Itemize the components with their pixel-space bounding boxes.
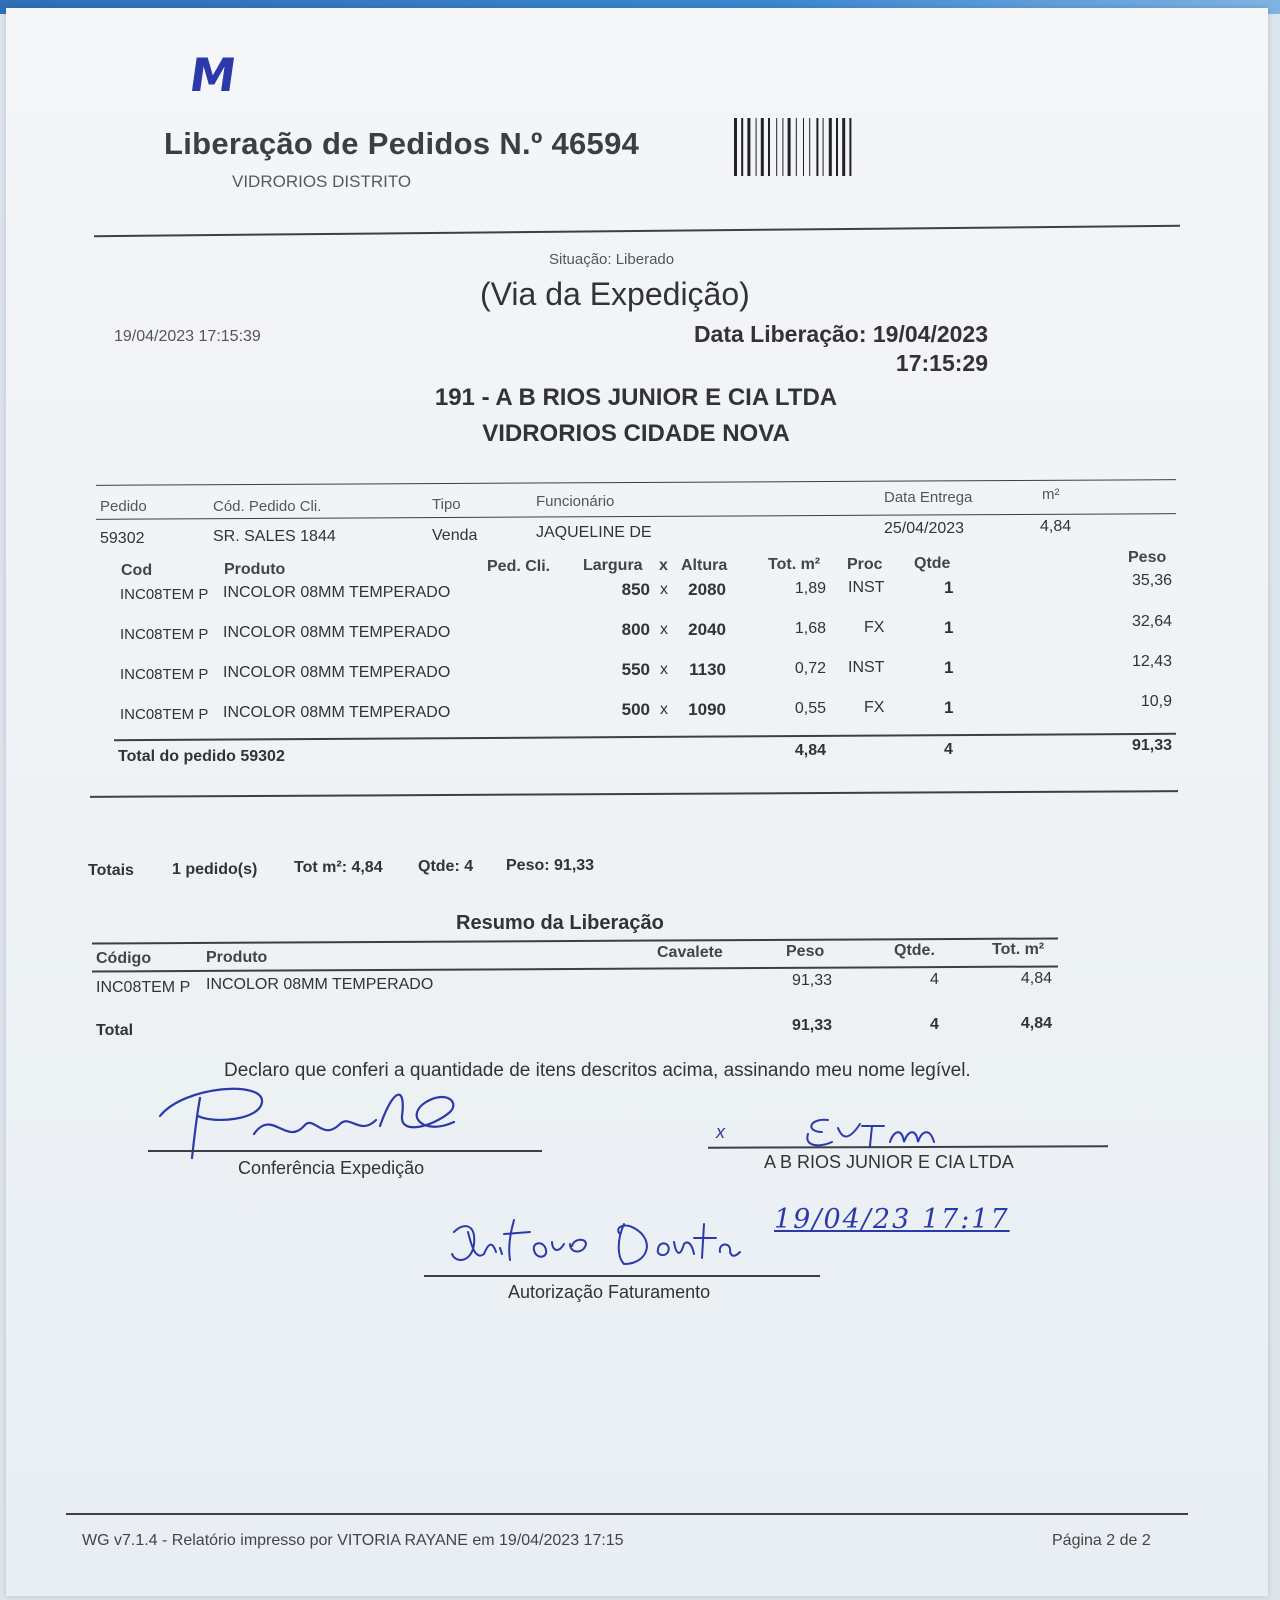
summary-qtde: 4 <box>930 971 939 988</box>
item-tot-m2: 1,89 <box>794 580 826 597</box>
summary-col-cavalete: Cavalete <box>657 944 723 961</box>
divider <box>114 733 1176 741</box>
status-text: Situação: Liberado <box>549 251 675 268</box>
item-produto: INCOLOR 08MM TEMPERADO <box>223 584 451 601</box>
col-data-entrega: Data Entrega <box>884 489 973 506</box>
item-cod: INC08TEM P <box>120 706 209 723</box>
item-proc: FX <box>864 699 885 716</box>
totals-qtde: Qtde: 4 <box>418 858 474 875</box>
totals-label: Totais <box>88 862 134 879</box>
signature-x-mark: x <box>716 1122 725 1142</box>
summary-total-tot-m2: 4,84 <box>1020 1015 1052 1032</box>
col-x: x <box>659 557 668 574</box>
handwritten-mark: M <box>186 48 240 102</box>
release-date <box>618 320 988 378</box>
summary-col-produto: Produto <box>206 949 268 966</box>
item-produto: INCOLOR 08MM TEMPERADO <box>223 664 451 681</box>
document-page <box>6 8 1268 1596</box>
item-peso: 10,9 <box>1140 693 1172 710</box>
col-peso: Peso <box>1128 549 1167 566</box>
col-funcionario: Funcionário <box>536 493 615 510</box>
summary-col-peso: Peso <box>786 943 825 960</box>
item-tot-m2: 0,72 <box>794 660 826 677</box>
item-x: x <box>660 701 668 718</box>
copy-type: (Via da Expedição) <box>480 276 750 312</box>
summary-title: Resumo da Liberação <box>456 912 664 934</box>
order-data-entrega: 25/04/2023 <box>884 520 965 537</box>
item-altura: 1090 <box>688 700 726 719</box>
release-date-line2: 17:15:29 <box>895 350 988 376</box>
item-qtde: 1 <box>944 698 954 717</box>
col-pedido: Pedido <box>100 498 147 515</box>
item-qtde: 1 <box>944 578 954 597</box>
cliente-label: A B RIOS JUNIOR E CIA LTDA <box>764 1152 1014 1172</box>
item-proc: INST <box>848 659 885 676</box>
item-x: x <box>660 621 668 638</box>
handwritten-date: 19/04/23 17:17 <box>774 1204 1010 1235</box>
col-tipo: Tipo <box>432 496 461 513</box>
item-cod: INC08TEM P <box>120 626 209 643</box>
order-pedido: 59302 <box>100 530 145 547</box>
col-cod: Cod <box>121 562 153 579</box>
footer-print-info: WG v7.1.4 - Relatório impresso por VITORIA RAYANE em 19/04/2023 17:15 <box>82 1532 624 1549</box>
divider <box>96 479 1176 486</box>
release-date-line1: Data Liberação: 19/04/2023 <box>693 321 988 347</box>
col-tot-m2: Tot. m² <box>768 556 821 573</box>
summary-produto: INCOLOR 08MM TEMPERADO <box>206 976 434 993</box>
item-qtde: 1 <box>944 618 954 637</box>
client-store: VIDRORIOS CIDADE NOVA <box>482 420 790 447</box>
order-total-peso: 91,33 <box>1131 737 1172 754</box>
item-altura: 2040 <box>688 620 726 639</box>
item-proc: INST <box>848 579 885 596</box>
barcode-icon <box>734 118 926 176</box>
printed-timestamp: 19/04/2023 17:15:39 <box>114 328 261 345</box>
conferencia-label: Conferência Expedição <box>238 1158 425 1178</box>
col-qtde: Qtde <box>914 555 951 572</box>
page-number: Página 2 de 2 <box>1052 1532 1151 1549</box>
summary-total-label: Total <box>96 1022 134 1039</box>
summary-peso: 91,33 <box>791 972 832 989</box>
item-largura: 500 <box>621 700 650 719</box>
order-funcionario: JAQUELINE DE <box>536 524 652 541</box>
col-proc: Proc <box>847 556 883 573</box>
item-altura: 1130 <box>689 660 726 679</box>
item-produto: INCOLOR 08MM TEMPERADO <box>223 704 451 721</box>
summary-total-peso: 91,33 <box>791 1017 832 1034</box>
totals-pedidos: 1 pedido(s) <box>172 861 258 878</box>
summary-codigo: INC08TEM P <box>96 979 191 996</box>
totals-m2: Tot m²: 4,84 <box>294 859 383 876</box>
summary-col-tot-m2: Tot. m² <box>992 941 1045 958</box>
item-peso: 32,64 <box>1131 613 1172 630</box>
col-ped-cli: Ped. Cli. <box>487 558 551 575</box>
item-peso: 12,43 <box>1131 653 1172 670</box>
summary-tot-m2: 4,84 <box>1020 970 1052 987</box>
summary-col-codigo: Código <box>96 950 152 967</box>
footer-divider <box>66 1513 1188 1515</box>
order-m2: 4,84 <box>1040 518 1072 535</box>
client-name: 191 - A B RIOS JUNIOR E CIA LTDA <box>434 384 838 411</box>
item-x: x <box>660 661 668 678</box>
col-m2: m² <box>1042 486 1060 503</box>
item-tot-m2: 1,68 <box>794 620 826 637</box>
order-tipo: Venda <box>432 527 478 544</box>
signature-autorizacao <box>448 1214 748 1278</box>
order-total-m2: 4,84 <box>794 742 826 759</box>
summary-total-qtde: 4 <box>930 1016 939 1033</box>
order-cod-pedido-cli: SR. SALES 1844 <box>213 528 336 545</box>
order-total-label: Total do pedido 59302 <box>118 748 285 765</box>
summary-col-qtde: Qtde. <box>894 942 935 959</box>
item-cod: INC08TEM P <box>120 586 209 603</box>
divider <box>94 225 1180 237</box>
item-largura: 550 <box>621 660 650 679</box>
item-produto: INCOLOR 08MM TEMPERADO <box>223 624 451 641</box>
company-subtitle: VIDRORIOS DISTRITO <box>232 172 412 191</box>
item-qtde: 1 <box>944 658 954 677</box>
item-proc: FX <box>864 619 885 636</box>
totals-peso: Peso: 91,33 <box>506 857 595 874</box>
col-largura: Largura <box>583 557 643 574</box>
item-altura: 2080 <box>688 580 726 599</box>
autorizacao-label: Autorização Faturamento <box>508 1282 711 1302</box>
item-tot-m2: 0,55 <box>794 700 826 717</box>
item-largura: 800 <box>621 620 650 639</box>
document-title: Liberação de Pedidos N.º 46594 <box>164 126 640 161</box>
divider <box>90 790 1178 798</box>
order-total-qtde: 4 <box>944 741 953 758</box>
item-x: x <box>660 581 668 598</box>
col-altura: Altura <box>681 557 728 574</box>
item-largura: 850 <box>621 580 650 599</box>
signature-line <box>148 1150 542 1152</box>
item-peso: 35,36 <box>1131 572 1172 589</box>
item-cod: INC08TEM P <box>120 666 209 683</box>
col-produto: Produto <box>224 561 286 578</box>
signature-line <box>424 1275 820 1277</box>
declaration-text: Declaro que conferi a quantidade de itens descritos acima, assinando meu nome legível. <box>224 1060 971 1081</box>
col-cod-pedido-cli: Cód. Pedido Cli. <box>213 498 322 515</box>
